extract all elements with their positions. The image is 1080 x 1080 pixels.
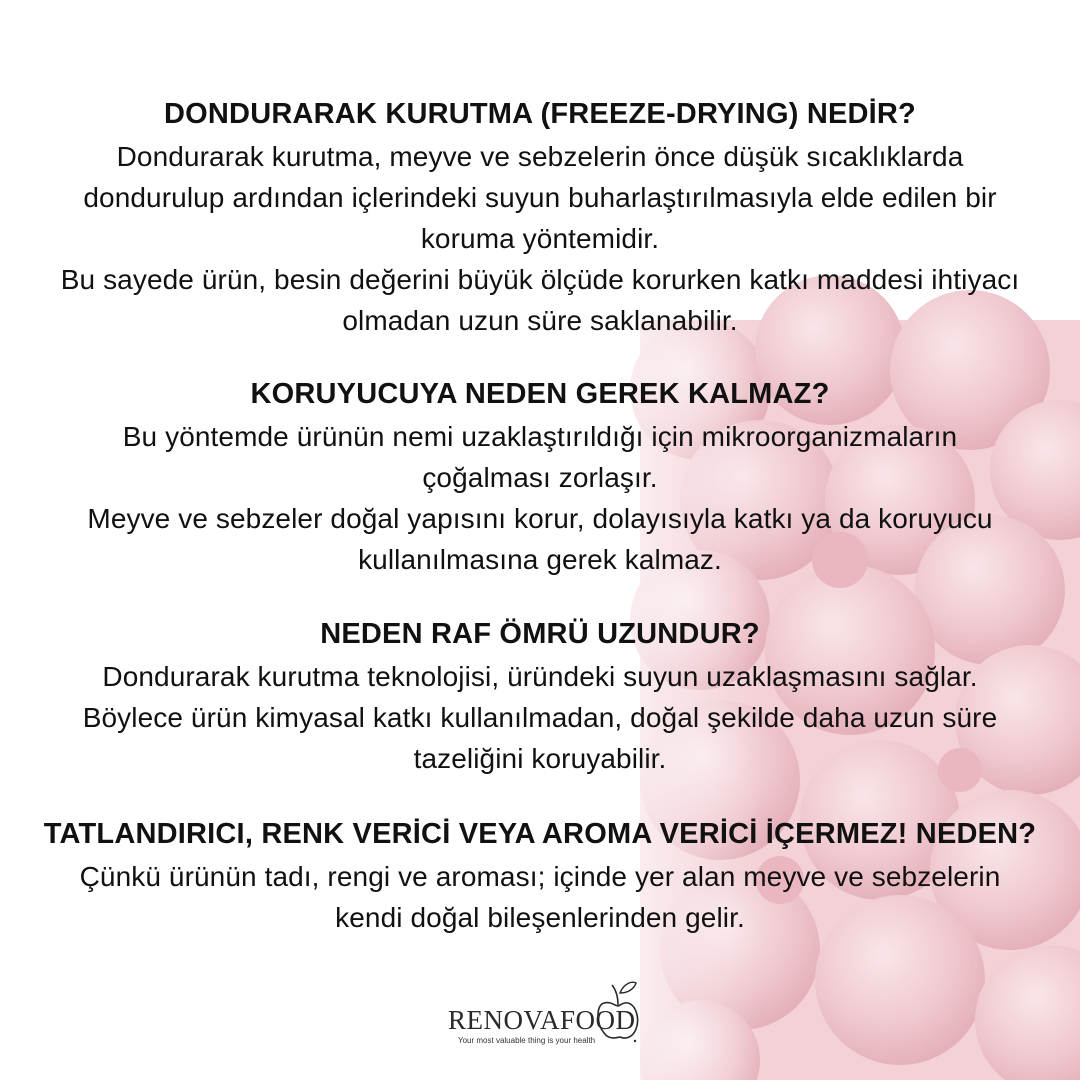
section-paragraph: Bu sayede ürün, besin değerini büyük ölçüde korurken katkı maddesi ihtiyacı olmadan uzun süre saklanabilir. bbox=[60, 264, 1020, 336]
section-heading: DONDURARAK KURUTMA (FREEZE-DRYING) NEDİR? bbox=[164, 98, 916, 130]
section-no-preservative bbox=[0, 372, 1080, 580]
section-heading: NEDEN RAF ÖMRÜ UZUNDUR? bbox=[320, 618, 760, 650]
section-no-additives bbox=[0, 812, 1080, 938]
section-paragraph: Meyve ve sebzeler doğal yapısını korur, dolayısıyla katkı ya da koruyucu kullanılmasına gerek kalmaz. bbox=[87, 503, 993, 575]
logo-wordmark: RENOVAFOOD bbox=[448, 1005, 636, 1035]
section-heading: TATLANDIRICI, RENK VERİCİ VEYA AROMA VERİCİ İÇERMEZ! NEDEN? bbox=[43, 818, 1037, 850]
section-paragraph: Çünkü ürünün tadı, rengi ve aroması; içinde yer alan meyve ve sebzelerin kendi doğal bileşenlerinden gelir. bbox=[79, 861, 1001, 933]
logo-tagline: Your most valuable thing is your health bbox=[458, 1036, 596, 1045]
renovafood-logo bbox=[430, 975, 660, 1055]
section-heading: KORUYUCUYA NEDEN GEREK KALMAZ? bbox=[250, 378, 830, 410]
section-freeze-drying bbox=[0, 92, 1080, 341]
section-paragraph: Bu yöntemde ürünün nemi uzaklaştırıldığı için mikroorganizmaların çoğalması zorlaşır. bbox=[122, 421, 958, 493]
section-paragraph: Dondurarak kurutma, meyve ve sebzelerin önce düşük sıcaklıklarda dondurulup ardından içlerindeki suyun buharlaştırılmasıyla elde edilen bir koruma yöntemidir. bbox=[83, 141, 997, 254]
section-shelf-life bbox=[0, 612, 1080, 779]
section-paragraph: Dondurarak kurutma teknolojisi, üründeki suyun uzaklaşmasını sağlar. Böylece ürün kimyasal katkı kullanılmadan, doğal şekilde daha uzun süre tazeliğini koruyabilir. bbox=[82, 661, 998, 774]
